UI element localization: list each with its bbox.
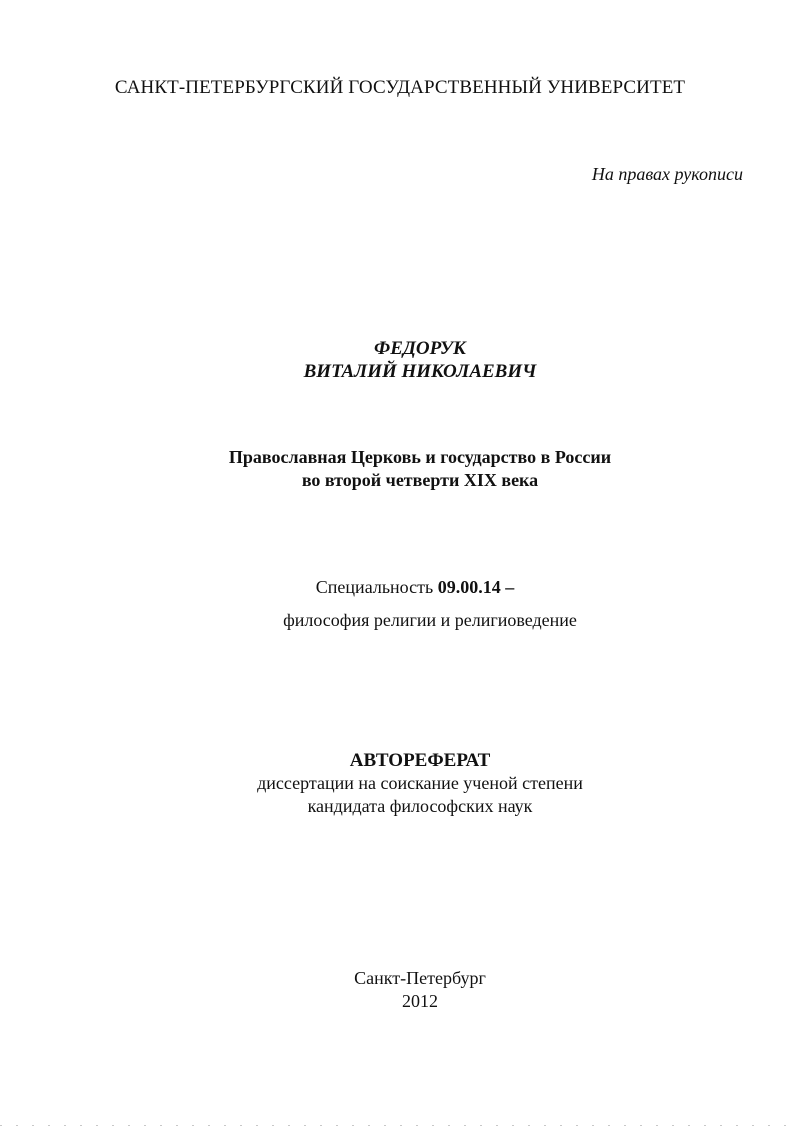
specialty-name: философия религии и религиоведение [283,610,577,630]
author-surname: ФЕДОРУК [374,338,466,359]
document-type-description-line-1: диссертации на соискание ученой степени [257,773,583,793]
specialty-line [15,578,800,596]
university-name: САНКТ-ПЕТЕРБУРГСКИЙ ГОСУДАРСТВЕННЫЙ УНИВЕРСИТЕТ [114,77,686,98]
thesis-title-line-1: Православная Церковь и государство в России [228,447,612,467]
document-type-heading: АВТОРЕФЕРАТ [349,750,491,771]
document-type-description-line-2: кандидата философских наук [307,796,533,816]
specialty-label: Специальность [315,577,434,597]
manuscript-note: На правах рукописи [591,164,743,184]
publication-year: 2012 [402,991,438,1011]
specialty-code: 09.00.14 – [437,577,515,597]
scan-edge-divider [0,1125,800,1126]
thesis-title-line-2: во второй четверти XIX века [301,470,539,490]
author-given-names: ВИТАЛИЙ НИКОЛАЕВИЧ [303,361,537,382]
publication-city: Санкт-Петербург [354,968,486,988]
